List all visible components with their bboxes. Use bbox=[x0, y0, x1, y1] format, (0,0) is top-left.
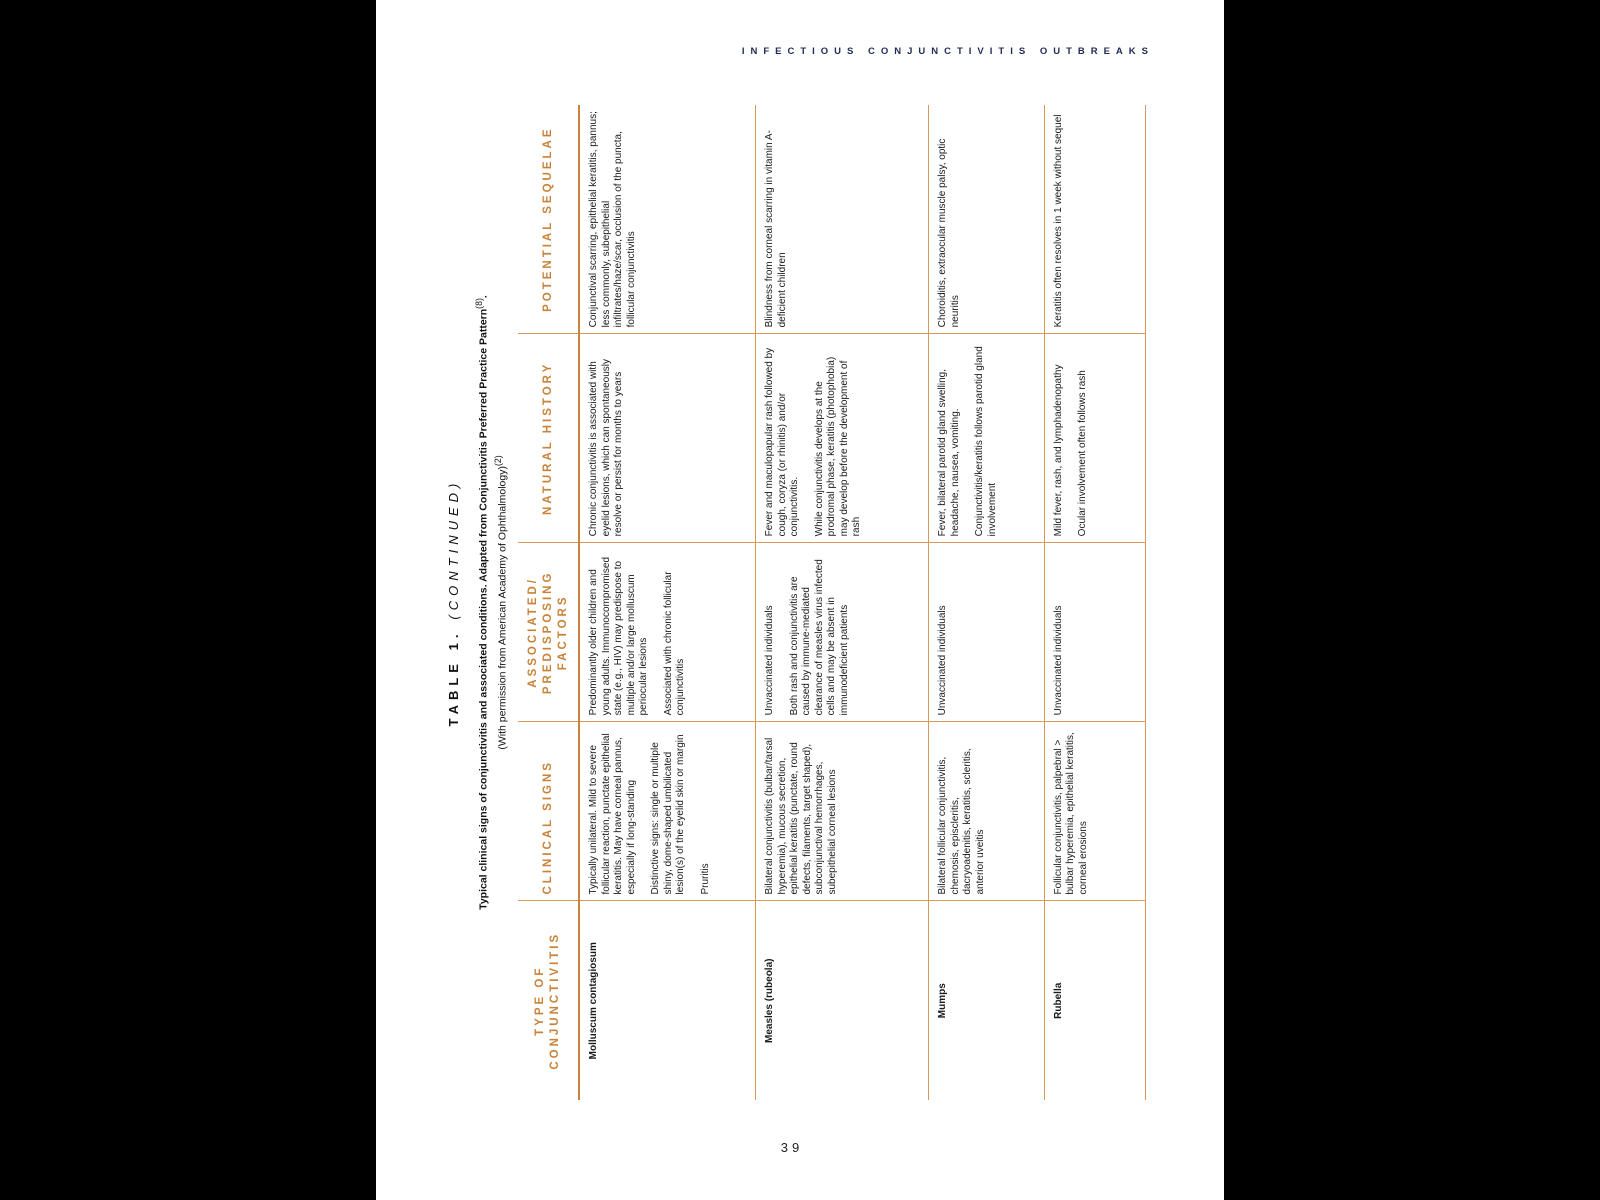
history-paragraph: Conjunctivitis/keratitis follows parotid gland involvement bbox=[974, 346, 998, 537]
history-paragraph: Ocular involvement often follows rash bbox=[1077, 370, 1089, 537]
history-paragraph: Chronic conjunctivitis is associated with eyelid lesions, which can spontaneously resolve or persist for months to years bbox=[588, 358, 624, 537]
row-history-cell bbox=[1044, 334, 1145, 543]
signs-paragraph: Follicular conjunctivitis, palpebral > bulbar hyperemia, epithelial keratitis, corneal erosions bbox=[1052, 732, 1089, 895]
table-row bbox=[1044, 105, 1145, 1100]
row-signs-cell bbox=[579, 722, 756, 901]
row-sequelae-cell bbox=[756, 105, 929, 334]
row-type-cell: Measles (rubeola) bbox=[756, 901, 929, 1100]
table-description-bold-ref: (8) bbox=[474, 298, 484, 309]
history-paragraph: Mild fever, rash, and lymphadenopathy bbox=[1052, 364, 1064, 537]
row-signs-cell bbox=[756, 722, 929, 901]
table-description-rest: (With permission from American Academy of Ophthalmology) bbox=[496, 466, 508, 750]
table-header-row bbox=[518, 105, 579, 1100]
row-factors-cell bbox=[579, 543, 756, 722]
row-sequelae-cell bbox=[579, 105, 756, 334]
sequelae-paragraph: Conjunctival scarring, epithelial keratitis, pannus; less commonly, subepithelial infiltrates/haze/scar, occlusion of the puncta, follicular conjunctivitis bbox=[588, 111, 637, 328]
signs-paragraph: Typically unilateral. Mild to severe follicular reaction, punctate epithelial keratitis. May have corneal pannus, especially if long-standing bbox=[588, 733, 637, 895]
row-history-cell bbox=[929, 334, 1044, 543]
factors-paragraph: Both rash and conjunctivitis are caused by immune-mediated clearance of measles virus infected cells and may be absent in immunodeficient patients bbox=[788, 559, 850, 716]
table-continued: (CONTINUED) bbox=[446, 478, 461, 620]
row-type-cell: Mumps bbox=[929, 901, 1044, 1100]
sequelae-paragraph: Choroiditis, extraocular muscle palsy, optic neuritis bbox=[937, 138, 961, 328]
history-paragraph: While conjunctivitis develops at the prodromal phase, keratitis (photophobia) may develop before the development of rash bbox=[813, 356, 863, 537]
history-paragraph: Fever, bilateral parotid gland swelling, headache, nausea, vomiting. bbox=[937, 368, 961, 537]
table-description-rest-ref: (2) bbox=[492, 455, 503, 467]
document-page bbox=[376, 0, 1224, 1200]
row-history-cell bbox=[579, 334, 756, 543]
signs-paragraph: Bilateral follicular conjunctivitis, chemosis, episcleritis, dacryoadenitis, keratitis, scleritis, anterior uveitis bbox=[937, 748, 986, 895]
signs-paragraph: Pruritis bbox=[699, 863, 711, 895]
factors-paragraph: Predominantly older children and young adults. Immunocompromised state (e.g., HIV) may predispose to multiple and/or large molluscum periocular lesions bbox=[588, 556, 649, 716]
header-type: TYPE OF CONJUNCTIVITIS bbox=[518, 901, 579, 1100]
factors-paragraph: Unvaccinated individuals bbox=[1052, 605, 1064, 716]
header-signs: CLINICAL SIGNS bbox=[518, 722, 579, 901]
row-factors-cell bbox=[1044, 543, 1145, 722]
row-factors-cell bbox=[756, 543, 929, 722]
factors-paragraph: Associated with chronic follicular conjunctivitis bbox=[662, 571, 686, 716]
table-row bbox=[579, 105, 756, 1100]
sequelae-paragraph: Blindness from corneal scarring in vitamin A-deficient children bbox=[764, 130, 788, 328]
row-history-cell bbox=[756, 334, 929, 543]
row-signs-cell bbox=[1044, 722, 1145, 901]
factors-paragraph: Unvaccinated individuals bbox=[764, 605, 776, 716]
signs-paragraph: Distinctive signs: single or multiple shiny, dome-shaped umbilicated lesion(s) of the eyelid skin or margin bbox=[650, 734, 686, 895]
row-type-cell: Rubella bbox=[1044, 901, 1145, 1100]
row-signs-cell bbox=[929, 722, 1044, 901]
row-type-cell: Molluscum contagiosum bbox=[579, 901, 756, 1100]
header-factors: ASSOCIATED/ PREDISPOSING FACTORS bbox=[518, 543, 579, 722]
running-header: INFECTIOUS CONJUNCTIVITIS OUTBREAKS bbox=[741, 46, 1154, 57]
history-paragraph: Fever and maculopapular rash followed by cough, coryza (or rhinitis) and/or conjunctivitis. bbox=[764, 347, 801, 537]
header-history: NATURAL HISTORY bbox=[518, 334, 579, 543]
page-number: 39 bbox=[780, 1140, 804, 1155]
conjunctivitis-table bbox=[518, 105, 1146, 1100]
table-description: Typical clinical signs of conjunctivitis and associated conditions. Adapted from Conjunctivitis Preferred Practice Pattern$^{(8)}$. (With permission from American Academy of Ophthalmology)$^{(2)}$ bbox=[474, 295, 508, 910]
rotated-table-content bbox=[446, 105, 1146, 1100]
table-row bbox=[929, 105, 1044, 1100]
row-factors-cell bbox=[929, 543, 1044, 722]
sequelae-paragraph: Keratitis often resolves in 1 week without sequel bbox=[1052, 114, 1064, 328]
table-number: TABLE 1. bbox=[446, 629, 461, 727]
row-sequelae-cell bbox=[1044, 105, 1145, 334]
factors-paragraph: Unvaccinated individuals bbox=[937, 605, 949, 716]
table-title bbox=[446, 105, 466, 1100]
header-sequelae: POTENTIAL SEQUELAE bbox=[518, 105, 579, 334]
signs-paragraph: Bilateral conjunctivitis (bulbar/tarsal hyperemia), mucous secretion, epithelial keratitis (punctate, round defects, filaments, target shaped), subconjunctival hemorrhages, subepithelial corneal lesions bbox=[764, 737, 838, 895]
row-sequelae-cell bbox=[929, 105, 1044, 334]
table-description-bold: Typical clinical signs of conjunctivitis and associated conditions. Adapted from Conjunctivitis Preferred Practice Pattern bbox=[477, 308, 490, 910]
table-row bbox=[756, 105, 929, 1100]
